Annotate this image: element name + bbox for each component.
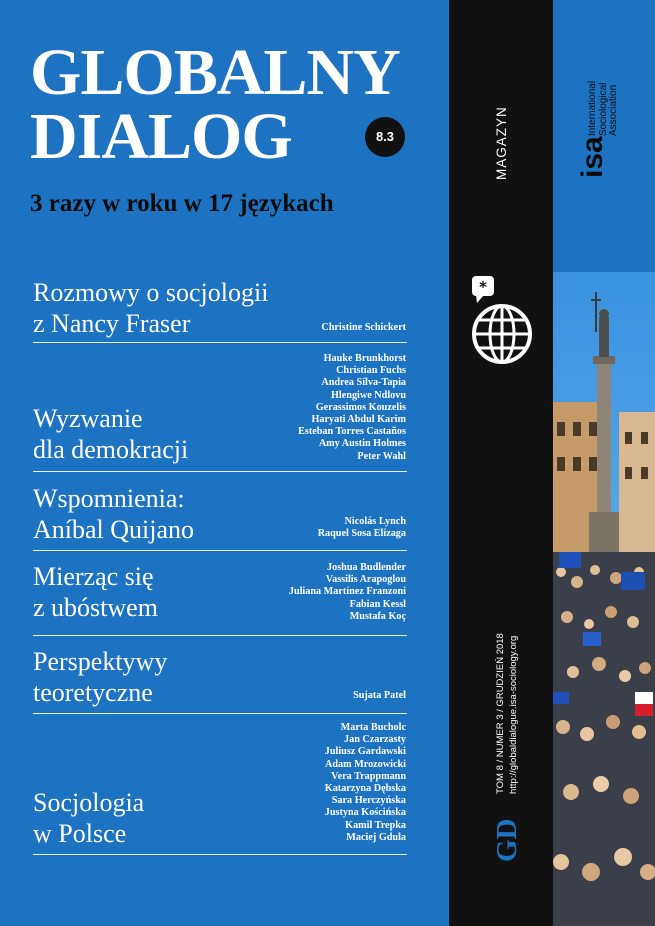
website-url[interactable]: http://globaldialogue.isa-sociology.org — [508, 635, 519, 794]
author-name: Juliana Martínez Franzoni — [288, 586, 406, 598]
section-title-line: Rozmowy o socjologii — [33, 278, 269, 307]
author-name: Christian Fuchs — [336, 365, 406, 377]
author-name: Hlengiwe Ndlovu — [331, 389, 406, 401]
author-name: Mustafa Koç — [349, 610, 406, 622]
svg-text:*: * — [479, 278, 487, 296]
title-line-2: DIALOG — [30, 100, 292, 173]
author-name: Kamil Trepka — [345, 819, 406, 831]
section-authors-fraser — [321, 322, 406, 334]
author-name: Katarzyna Dębska — [324, 783, 406, 795]
globe-speech-icon — [465, 272, 537, 368]
section-title-line: z Nancy Fraser — [33, 309, 191, 338]
section-title-poverty — [33, 561, 158, 623]
section-title-quijano — [33, 483, 194, 545]
section-title-line: dla demokracji — [33, 435, 189, 464]
section-title-theory — [33, 646, 167, 708]
section-title-line: Perspektywy — [33, 647, 168, 676]
section-title-line: w Polsce — [33, 819, 127, 848]
gd-logo: GD — [491, 818, 523, 862]
author-name: Haryati Abdul Karim — [311, 414, 406, 426]
section-divider — [33, 550, 407, 551]
section-title-democracy — [33, 403, 188, 465]
author-name: Gerassimos Kouzelis — [315, 401, 406, 413]
section-title-line: teoretyczne — [33, 678, 153, 707]
author-name: Sujata Patel — [353, 690, 406, 701]
author-name: Nicolás Lynch — [344, 516, 406, 527]
author-name: Jan Czarzasty — [344, 734, 406, 746]
section-title-line: Wyzwanie — [33, 404, 143, 433]
author-name: Hauke Brunkhorst — [323, 353, 406, 364]
title-line-1: GLOBALNY — [30, 36, 400, 109]
section-divider — [33, 471, 407, 472]
section-divider — [33, 635, 407, 636]
isa-logo: isa — [576, 136, 609, 178]
author-name: Justyna Kościńska — [324, 807, 406, 819]
section-title-line: z ubóstwem — [33, 593, 158, 622]
section-title-line: Mierząc się — [33, 562, 154, 591]
author-name: Andrea Silva-Tapia — [321, 377, 406, 389]
author-name: Maciej Gdula — [346, 831, 406, 843]
section-authors-democracy — [298, 353, 406, 463]
section-divider — [33, 342, 407, 343]
tagline: 3 razy w roku w 17 językach — [30, 190, 334, 217]
author-name: Peter Wahl — [357, 450, 406, 462]
section-title-line: Wspomnienia: — [33, 484, 185, 513]
section-title-poland — [33, 787, 144, 849]
section-authors-poland — [325, 722, 406, 844]
isa-name — [588, 81, 620, 136]
section-authors-quijano — [318, 516, 406, 540]
author-name: Christine Schickert — [321, 322, 406, 333]
isa-name-line: Association — [608, 84, 619, 136]
isa-name-line: Sociological — [597, 82, 609, 136]
section-authors-theory — [353, 690, 406, 702]
section-divider — [33, 854, 407, 855]
author-name: Sara Herczyńska — [331, 795, 406, 807]
section-title-line: Aníbal Quijano — [33, 515, 195, 544]
author-name: Vassilis Arapoglou — [325, 574, 406, 586]
volume-info: TOM 8 / NUMER 3 / GRUDZIEŃ 2018 — [495, 633, 506, 794]
author-name: Amy Austin Holmes — [318, 438, 406, 450]
author-name: Raquel Sosa Elízaga — [317, 528, 406, 540]
section-authors-poverty — [289, 562, 406, 623]
author-name: Juliusz Gardawski — [324, 746, 406, 758]
issue-badge: 8.3 — [365, 117, 405, 157]
section-title-line: Socjologia — [33, 788, 145, 817]
author-name: Vera Trappmann — [331, 770, 406, 782]
section-divider — [33, 713, 407, 714]
cover-photo — [553, 272, 655, 926]
author-name: Adam Mrozowicki — [324, 758, 406, 770]
magazyn-label: MAGAZYN — [494, 106, 509, 180]
section-title-fraser — [33, 277, 268, 339]
author-name: Fabian Kessl — [349, 598, 406, 610]
author-name: Marta Bucholc — [340, 722, 406, 733]
isa-name-line: International — [587, 80, 598, 136]
author-name: Esteban Torres Castaños — [298, 426, 406, 438]
author-name: Joshua Budlender — [327, 562, 406, 573]
